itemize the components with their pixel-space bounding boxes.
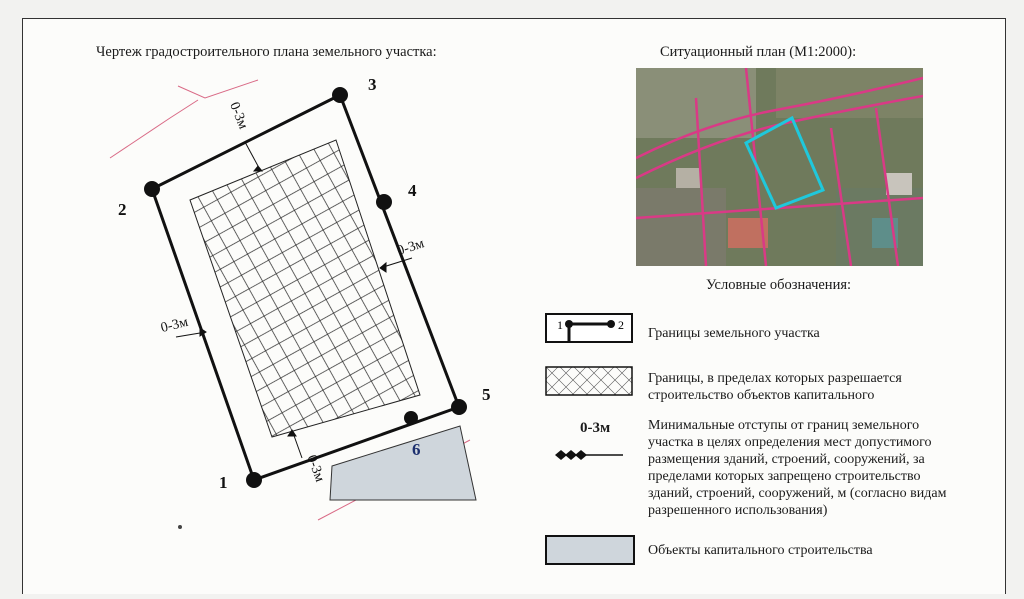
legend-boundary-text: Границы земельного участка [648,326,820,341]
point-label-1: 1 [219,473,228,492]
offset-label-bottom: 0-3м [303,453,327,485]
offset-label-left: 0-3м [159,314,190,337]
stray-dot [178,525,182,529]
svg-text:2: 2 [618,318,624,332]
point-label-2: 2 [118,200,127,219]
drawing-title: Чертеж градостроительного плана земельного участка: [96,44,437,60]
legend-offset-line3: размещения зданий, строений, сооружений, за [648,452,925,467]
legend-offset-line4: пределами которых запрещено строительство [648,469,921,484]
legend-boundary-symbol [545,313,633,343]
legend-build-zone-symbol [545,366,633,396]
legend-offset-line1: Минимальные отступы от границ земельного [648,418,920,433]
point-label-6: 6 [412,440,421,459]
svg-text:1: 1 [557,318,563,332]
point-label-3: 3 [368,75,377,94]
legend-offset-line5: зданий, строений, сооружений, м (согласно видам [648,486,947,501]
legend-offset-symbol [555,448,625,462]
legend-build-zone-line2: строительство объектов капитального [648,388,875,403]
legend-build-zone-text [648,370,902,404]
legend-title: Условные обозначения: [706,277,852,293]
capital-building-6 [330,426,476,500]
point-label-5: 5 [482,385,491,404]
legend-offset-line2: участка в целях определения мест допустимого [648,435,932,450]
legend-offset-text [648,417,946,519]
legend-build-zone-line1: Границы, в пределах которых разрешается [648,371,902,386]
situation-plan-title: Ситуационный план (М1:2000): [660,44,857,60]
offset-label-right: 0-3м [395,236,427,260]
legend-capital-objects-symbol [545,535,635,565]
legend-offset-label: 0-3м [580,420,611,436]
offset-label-top: 0-3м [226,100,251,132]
legend-capital-objects-text: Объекты капитального строительства [648,543,873,558]
situation-map [636,68,923,266]
legend-offset-line6: разрешенного использования) [648,503,828,518]
point-label-4: 4 [408,181,417,200]
